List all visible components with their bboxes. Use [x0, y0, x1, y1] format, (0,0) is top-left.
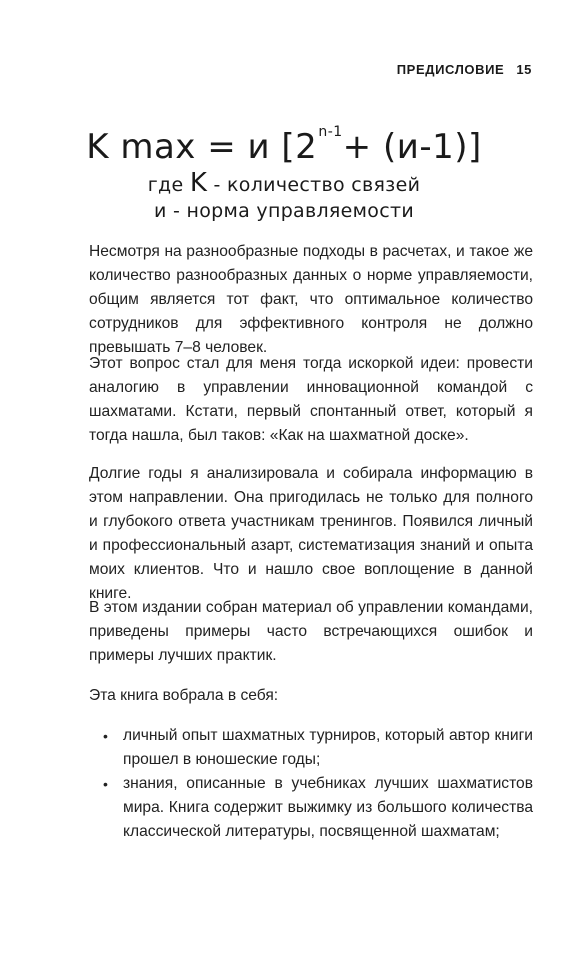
- list-item-text: личный опыт шахматных турниров, который автор книги прошел в юношеские годы;: [123, 727, 533, 768]
- formula-note-n: и - норма управляемости: [154, 200, 414, 222]
- formula: [0, 112, 568, 167]
- paragraph: [89, 684, 533, 708]
- bullet-list: [89, 724, 533, 844]
- paragraph-text: Несмотря на разнообразные подходы в расчетах, и такое же количество разнообразных данных о норме управляемости, общим является тот факт, что оптимальное количество сотрудников для эффективного контроля не должно превышать 7–8 человек.: [89, 243, 533, 356]
- paragraph: [89, 240, 533, 360]
- formula-note-prefix: где: [147, 174, 184, 196]
- formula-note-definition: - количество связей: [213, 174, 421, 196]
- paragraph: [89, 596, 533, 668]
- paragraph-text: Долгие годы я анализировала и собирала информацию в этом направлении. Она пригодилась не только для полного и глубокого ответа участникам тренингов. Появился личный и профессиональный азарт, систематизация знаний и опыта моих клиентов. Что и нашло свое воплощение в данной книге.: [89, 465, 533, 602]
- list-item: [89, 724, 533, 772]
- paragraph-text: Этот вопрос стал для меня тогда искоркой идеи: провести аналогию в управлении инновационной командой с шахматами. Кстати, первый спонтанный ответ, который я тогда нашла, был таков: «Как на шахматной доске».: [89, 355, 533, 444]
- formula-note-k: [0, 168, 568, 198]
- page-number: 15: [516, 62, 532, 77]
- running-header: [397, 62, 532, 77]
- paragraph: [89, 462, 533, 606]
- formula-note-symbol: K: [189, 168, 208, 198]
- formula-rhs: + (и-1)]: [342, 127, 482, 167]
- bullet-icon: •: [103, 776, 108, 792]
- paragraph-text: Эта книга вобрала в себя:: [89, 687, 279, 704]
- formula-exponent: n-1: [318, 124, 343, 140]
- list-item-text: знания, описанные в учебниках лучших шахматистов мира. Книга содержит выжимку из большого количества классической литературы, посвященной шахматам;: [123, 775, 533, 840]
- paragraph: [89, 352, 533, 448]
- section-title: ПРЕДИСЛОВИЕ: [396, 62, 505, 77]
- formula-lhs: K max = и [2: [86, 127, 318, 167]
- list-item: [89, 772, 533, 844]
- paragraph-text: В этом издании собран материал об управлении командами, приведены примеры часто встречающихся ошибок и примеры лучших практик.: [89, 599, 533, 664]
- bullet-icon: •: [103, 728, 108, 744]
